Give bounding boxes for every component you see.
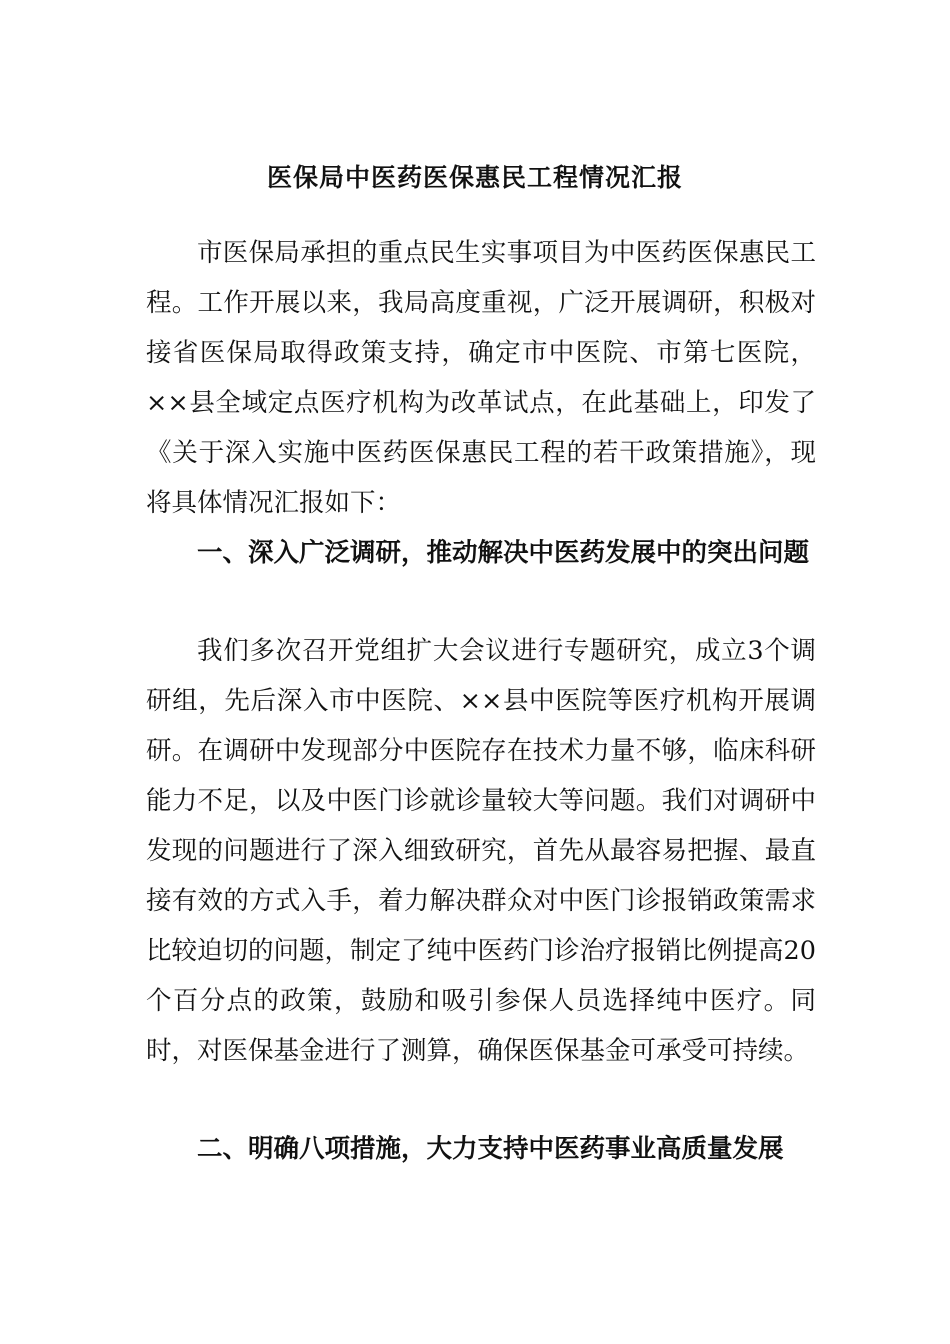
section-2-heading: 二、明确八项措施，大力支持中医药事业高质量发展 (197, 1134, 784, 1164)
section-1-heading: 一、深入广泛调研，推动解决中医药发展中的突出问题 (197, 538, 810, 568)
section-1-paragraph: 我们多次召开党组扩大会议进行专题研究，成立3个调研组，先后深入市中医院、××县中医院等医疗机构开展调研。在调研中发现部分中医院存在技术力量不够，临床科研能力不足，以及中医门诊就诊量较大等问题。我们对调研中发现的问题进行了深入细致研究，首先从最容易把握、最直接有效的方式入手，着力解决群众对中医门诊报销政策需求比较迫切的问题，制定了纯中医药门诊治疗报销比例提高20个百分点的政策，鼓励和吸引参保人员选择纯中医疗。同时，对医保基金进行了测算，确保医保基金可承受可持续。 (146, 636, 816, 1066)
intro-paragraph: 市医保局承担的重点民生实事项目为中医药医保惠民工程。工作开展以来，我局高度重视，广泛开展调研，积极对接省医保局取得政策支持，确定市中医院、市第七医院，××县全域定点医疗机构为改革试点，在此基础上，印发了《关于深入实施中医药医保惠民工程的若干政策措施》，现将具体情况汇报如下： (146, 238, 816, 518)
document-title: 医保局中医药医保惠民工程情况汇报 (266, 163, 683, 192)
